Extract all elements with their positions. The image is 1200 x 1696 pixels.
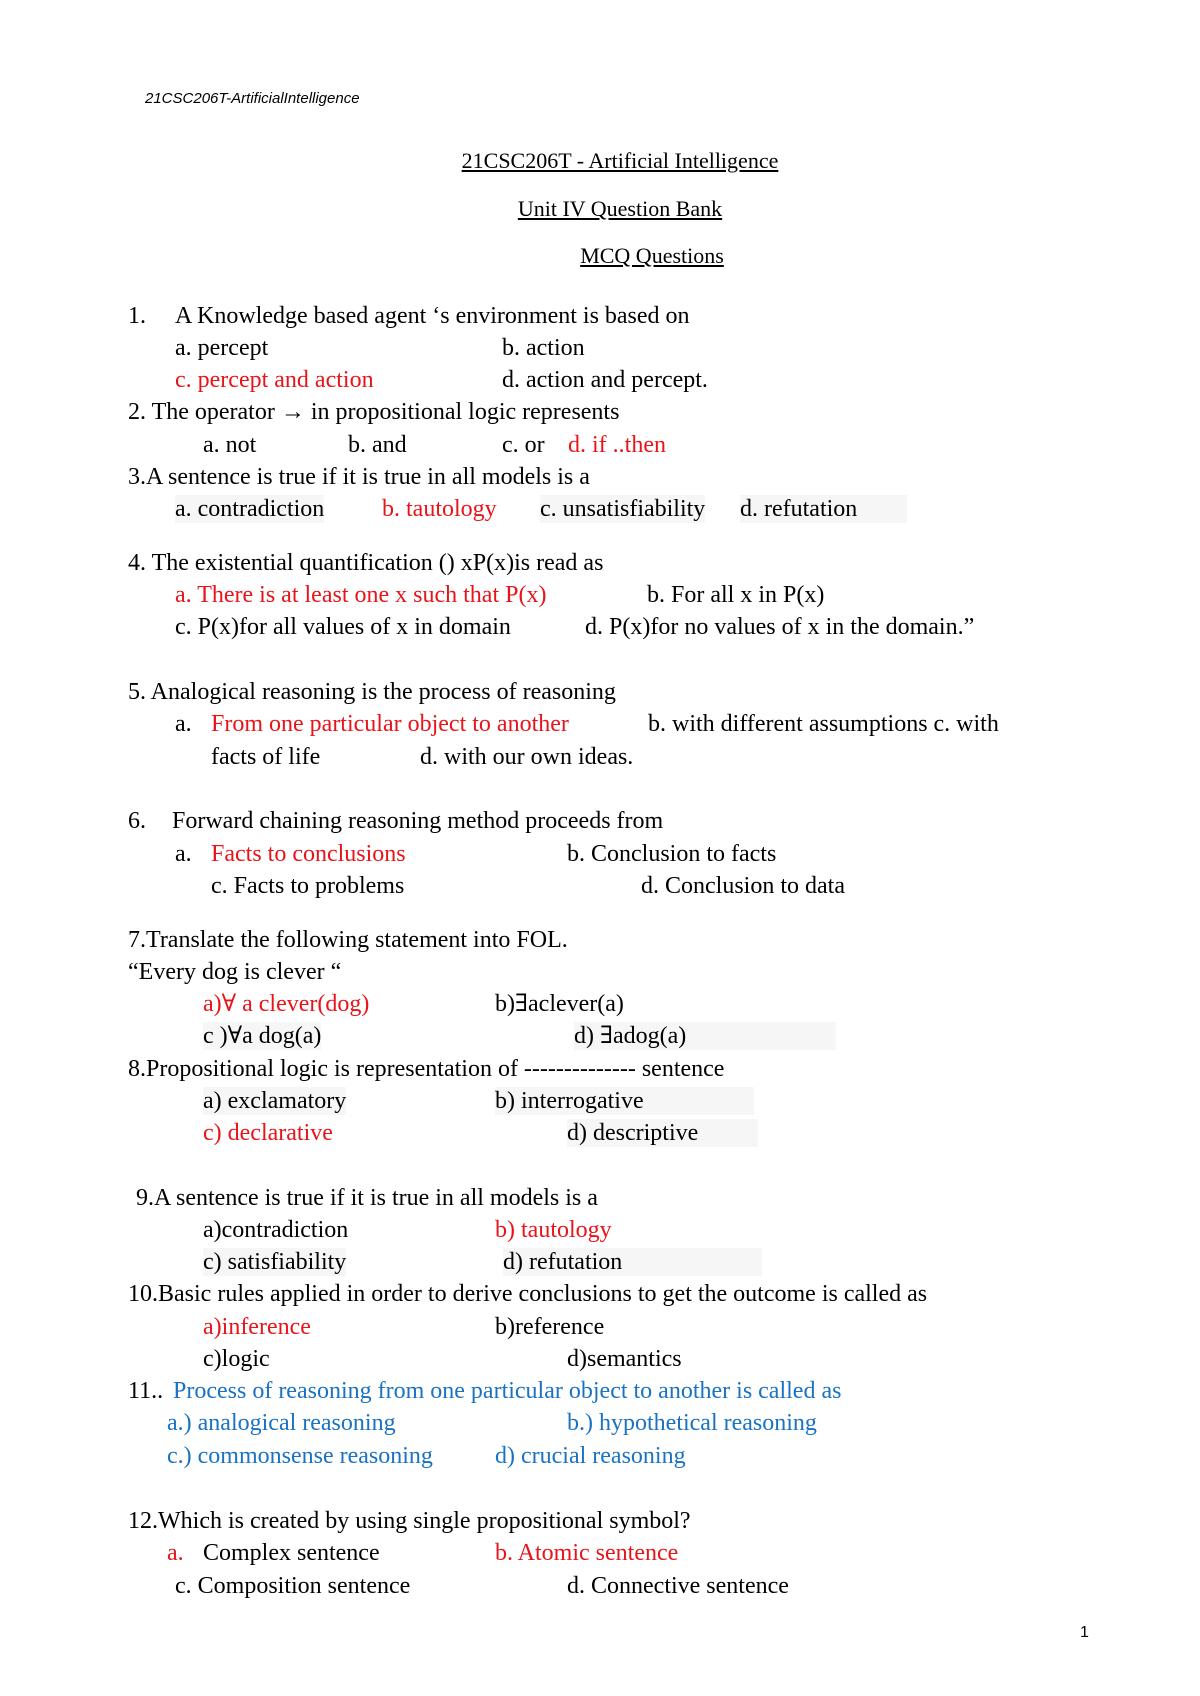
q7-option-a-answer: a)∀ a clever(dog): [203, 991, 370, 1017]
q12-option-a: Complex sentence: [203, 1540, 380, 1566]
q5-option-c-cont: facts of life: [211, 744, 321, 770]
running-header: 21CSC206T-ArtificialIntelligence: [145, 90, 360, 107]
q3-text: 3.A sentence is true if it is true in all models is a: [128, 464, 590, 490]
q8-option-b: b) interrogative: [495, 1087, 754, 1115]
q5-option-a-prefix: a.: [175, 711, 192, 737]
q9-option-d: d) refutation: [503, 1248, 762, 1276]
q7-text: 7.Translate the following statement into FOL.: [128, 927, 568, 953]
q6-text: Forward chaining reasoning method proceeds from: [172, 808, 664, 834]
q4-option-b: b. For all x in P(x): [647, 582, 825, 608]
q1-option-b: b. action: [502, 335, 585, 361]
q6-number: 6.: [128, 808, 146, 834]
q9-option-b-answer: b) tautology: [495, 1217, 612, 1243]
q8-option-c-answer: c) declarative: [203, 1120, 333, 1146]
q3-option-a: a. contradiction: [175, 496, 325, 522]
q11-option-a: a.) analogical reasoning: [167, 1410, 396, 1436]
q2-text: 2. The operator → in propositional logic represents: [128, 399, 620, 425]
q5-option-b-c: b. with different assumptions c. with: [648, 711, 999, 737]
q2-option-a: a. not: [203, 432, 257, 458]
q8-option-d: d) descriptive: [567, 1119, 758, 1147]
q3-option-c: c. unsatisfiability: [540, 496, 706, 522]
q1-option-a: a. percept: [175, 335, 269, 361]
q2-option-c: c. or: [502, 432, 545, 458]
q7-option-c: c )∀a dog(a): [203, 1023, 322, 1049]
q1-option-c-answer: c. percept and action: [175, 367, 374, 393]
document-title: 21CSC206T - Artificial Intelligence: [461, 148, 779, 173]
document-subtitle: Unit IV Question Bank: [517, 196, 723, 221]
q11-number: 11..: [128, 1378, 164, 1404]
q7-option-b: b)∃aclever(a): [495, 991, 624, 1017]
q10-text: 10.Basic rules applied in order to derive conclusions to get the outcome is called as: [128, 1281, 928, 1307]
q10-option-a-answer: a)inference: [203, 1314, 311, 1340]
q6-option-c: c. Facts to problems: [211, 873, 405, 899]
q6-option-d: d. Conclusion to data: [641, 873, 845, 899]
q6-option-a-answer: Facts to conclusions: [211, 841, 406, 867]
q7-quote: “Every dog is clever “: [128, 959, 342, 985]
q6-option-b: b. Conclusion to facts: [567, 841, 777, 867]
q3-option-b-answer: b. tautology: [382, 496, 497, 522]
q5-option-a-answer: From one particular object to another: [211, 711, 569, 737]
q9-option-a: a)contradiction: [203, 1217, 349, 1243]
q11-option-c: c.) commonsense reasoning: [167, 1443, 433, 1469]
q10-option-d: d)semantics: [567, 1346, 682, 1372]
q2-option-b: b. and: [348, 432, 407, 458]
q12-option-d: d. Connective sentence: [567, 1573, 789, 1599]
q10-option-c: c)logic: [203, 1346, 270, 1372]
page-number: 1: [1080, 1624, 1089, 1641]
q7-option-d: d) ∃adog(a): [574, 1022, 836, 1050]
q10-option-b: b)reference: [495, 1314, 605, 1340]
q4-option-d: d. P(x)for no values of x in the domain.”: [585, 614, 975, 640]
q9-text: 9.A sentence is true if it is true in all models is a: [136, 1185, 598, 1211]
q9-option-c: c) satisfiability: [203, 1249, 347, 1275]
q4-text: 4. The existential quantification () xP(x)is read as: [128, 550, 604, 576]
q3-option-d: d. refutation: [740, 495, 907, 523]
q4-option-a-answer: a. There is at least one x such that P(x): [175, 582, 547, 608]
q11-option-b: b.) hypothetical reasoning: [567, 1410, 817, 1436]
q12-option-c: c. Composition sentence: [175, 1573, 411, 1599]
q5-text: 5. Analogical reasoning is the process of reasoning: [128, 679, 616, 705]
q12-option-a-prefix: a.: [167, 1540, 184, 1566]
q12-text: 12.Which is created by using single propositional symbol?: [128, 1508, 691, 1534]
q6-option-a-prefix: a.: [175, 841, 192, 867]
q8-option-a: a) exclamatory: [203, 1088, 347, 1114]
q1-number: 1.: [128, 303, 146, 329]
q2-option-d-answer: d. if ..then: [568, 432, 666, 458]
section-heading: MCQ Questions: [580, 243, 724, 268]
q8-text: 8.Propositional logic is representation of -------------- sentence: [128, 1056, 725, 1082]
q1-text: A Knowledge based agent ‘s environment is based on: [175, 303, 690, 329]
q12-option-b-answer: b. Atomic sentence: [495, 1540, 679, 1566]
q11-option-d: d) crucial reasoning: [495, 1443, 686, 1469]
q4-option-c: c. P(x)for all values of x in domain: [175, 614, 511, 640]
q1-option-d: d. action and percept.: [502, 367, 708, 393]
q5-option-d: d. with our own ideas.: [420, 744, 634, 770]
q11-text: Process of reasoning from one particular object to another is called as: [173, 1378, 842, 1404]
